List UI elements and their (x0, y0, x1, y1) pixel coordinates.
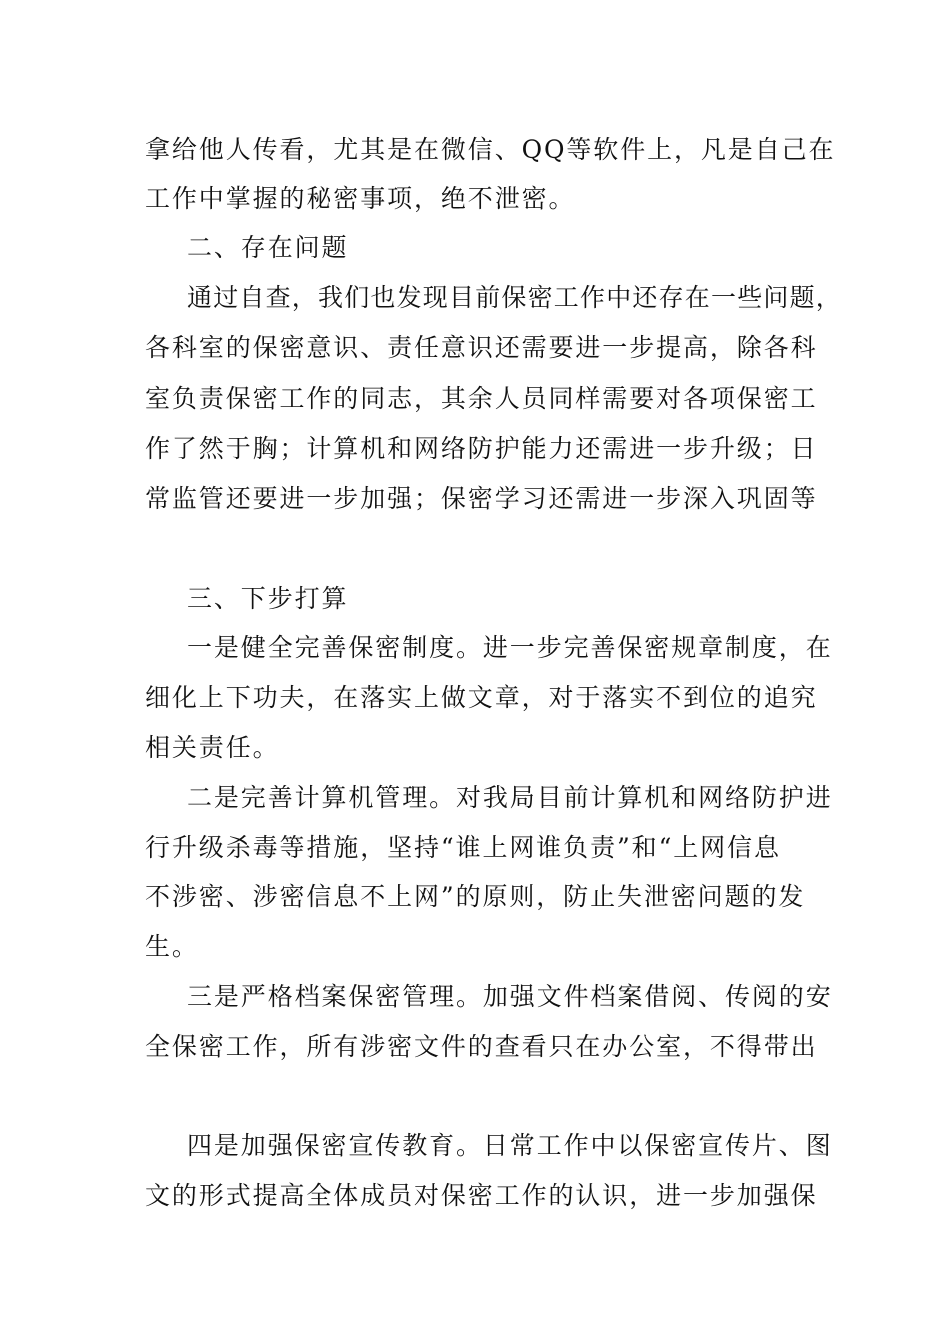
section-heading-next-steps: 三、下步打算 (187, 584, 349, 613)
body-text-line: 行升级杀毒等措施，坚持“谁上网谁负责”和“上网信息 (145, 833, 781, 862)
body-text-line: 拿给他人传看，尤其是在微信、QQ等软件上，凡是自己在 (145, 135, 836, 164)
body-text-line: 常监管还要进一步加强；保密学习还需进一步深入巩固等 (145, 484, 818, 513)
body-text-line: 不涉密、涉密信息不上网”的原则，防止失泄密问题的发 (145, 882, 806, 911)
body-text-line: 三是严格档案保密管理。加强文件档案借阅、传阅的安 (187, 982, 833, 1011)
body-text-line: 生。 (145, 932, 199, 961)
body-text-line: 各科室的保密意识、责任意识还需要进一步提高，除各科 (145, 333, 818, 362)
body-text-line: 相关责任。 (145, 733, 280, 762)
body-text-line: 一是健全完善保密制度。进一步完善保密规章制度，在 (187, 633, 833, 662)
body-text-line: 工作中掌握的秘密事项，绝不泄密。 (145, 184, 576, 213)
body-text-line: 作了然于胸；计算机和网络防护能力还需进一步升级；日 (145, 434, 818, 463)
body-text-line: 细化上下功夫，在落实上做文章，对于落实不到位的追究 (145, 683, 818, 712)
body-text-line: 全保密工作，所有涉密文件的查看只在办公室，不得带出 (145, 1032, 818, 1061)
body-text-line: 室负责保密工作的同志，其余人员同样需要对各项保密工 (145, 384, 818, 413)
body-text-line: 二是完善计算机管理。对我局目前计算机和网络防护进 (187, 783, 833, 812)
section-heading-problems: 二、存在问题 (187, 233, 349, 262)
body-text-line: 文的形式提高全体成员对保密工作的认识，进一步加强保 (145, 1181, 818, 1210)
body-text-line: 四是加强保密宣传教育。日常工作中以保密宣传片、图 (187, 1131, 833, 1160)
body-text-line: 通过自查，我们也发现目前保密工作中还存在一些问题， (187, 283, 843, 312)
